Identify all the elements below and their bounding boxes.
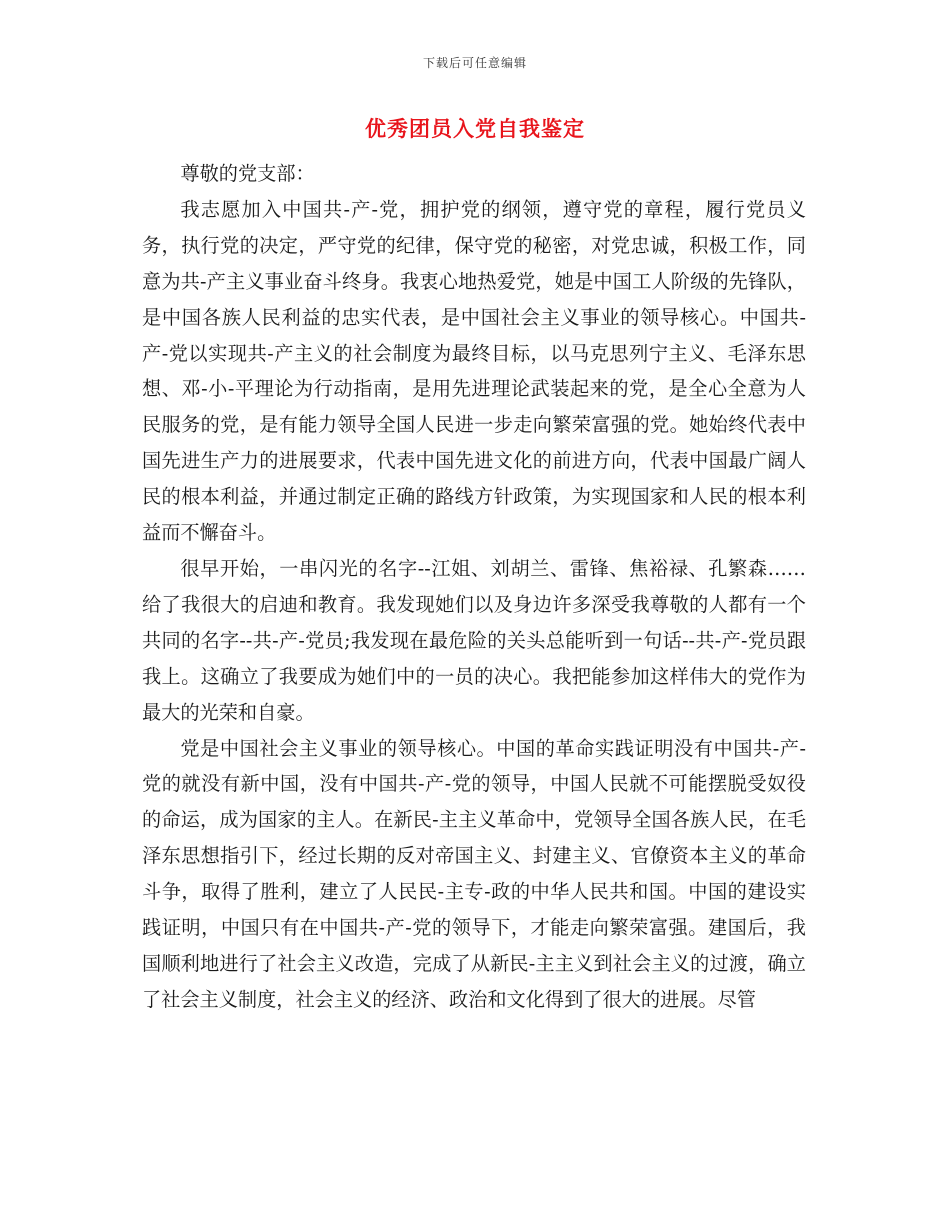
- document-title: 优秀团员入党自我鉴定: [365, 116, 585, 141]
- salutation: 尊敬的党支部：: [180, 162, 315, 185]
- paragraph-3: 党是中国社会主义事业的领导核心。中国的革命实践证明没有中国共-产-党的就没有新中国，没有中国共-产-党的领导，中国人民就不可能摆脱受奴役的命运，成为国家的主人。在新民-主主义革命中，党领导全国各族人民，在毛泽东思想指引下，经过长期的反对帝国主义、封建主义、官僚资本主义的革命斗争，取得了胜利，建立了人民民-主专-政的中华人民共和国。中国的建设实践证明，中国只有在中国共-产-党的领导下，才能走向繁荣富强。建国后，我国顺利地进行了社会主义改造，完成了从新民-主主义到社会主义的过渡，确立了社会主义制度，社会主义的经济、政治和文化得到了很大的进展。尽管: [142, 736, 806, 1011]
- paragraph-2: 很早开始，一串闪光的名字--江姐、刘胡兰、雷锋、焦裕禄、孔繁森……给了我很大的启迪和教育。我发现她们以及身边许多深受我尊敬的人都有一个共同的名字--共-产-党员;我发现在最危险的关头总能听到一句话--共-产-党员跟我上。这确立了我要成为她们中的一员的决心。我把能参加这样伟大的党作为最大的光荣和自豪。: [142, 556, 806, 724]
- paragraph-1: 我志愿加入中国共-产-党，拥护党的纲领，遵守党的章程，履行党员义务，执行党的决定，严守党的纪律，保守党的秘密，对党忠诚，积极工作，同意为共-产主义事业奋斗终身。我衷心地热爱党，她是中国工人阶级的先锋队，是中国各族人民利益的忠实代表，是中国社会主义事业的领导核心。中国共-产-党以实现共-产主义的社会制度为最终目标，以马克思列宁主义、毛泽东思想、邓-小-平理论为行动指南，是用先进理论武装起来的党，是全心全意为人民服务的党，是有能力领导全国人民进一步走向繁荣富强的党。她始终代表中国先进生产力的进展要求，代表中国先进文化的前进方向，代表中国最广阔人民的根本利益，并通过制定正确的路线方针政策，为实现国家和人民的根本利益而不懈奋斗。: [142, 197, 806, 545]
- header-note: 下载后可任意编辑: [422, 56, 527, 70]
- document-body: [142, 156, 806, 1018]
